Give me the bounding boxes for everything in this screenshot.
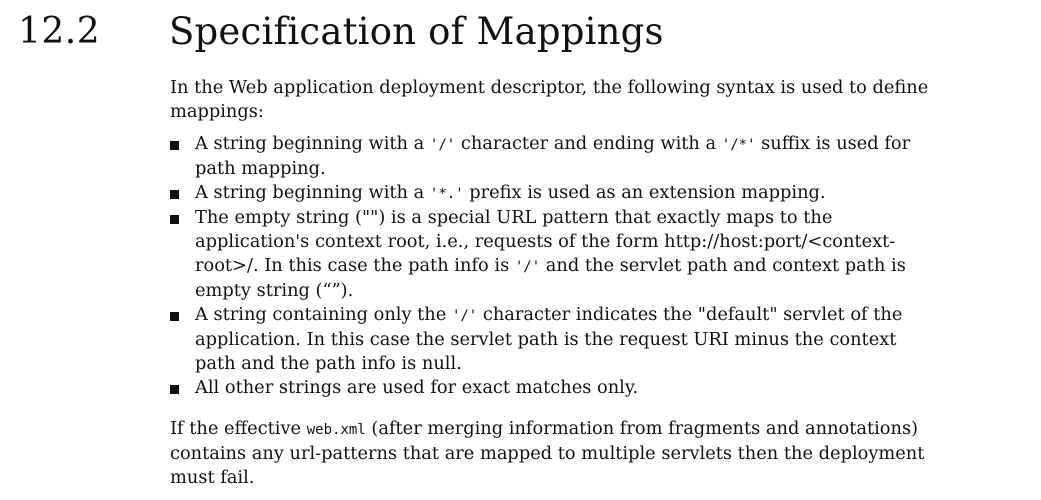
bullet-text: suffix is used for path mapping.	[195, 133, 911, 179]
square-bullet-icon	[170, 190, 179, 199]
square-bullet-icon	[170, 312, 179, 321]
square-bullet-icon	[170, 141, 179, 150]
closing-text: If the effective	[170, 418, 307, 439]
section-body	[170, 76, 940, 490]
section-number: 12.2	[18, 11, 101, 52]
list-item	[170, 206, 940, 303]
bullet-text: prefix is used as an extension mapping.	[463, 182, 826, 203]
inline-code: '*.'	[429, 186, 464, 202]
section-title: Specification of Mappings	[169, 10, 664, 53]
list-item	[170, 181, 940, 206]
bullet-text: The empty string ("") is a special URL pattern that exactly maps to the application's context root, i.e., requests of the form http://host:port/<context-root>/. In this case the path info is	[195, 207, 896, 276]
intro-paragraph: In the Web application deployment descriptor, the following syntax is used to define mappings:	[170, 77, 929, 122]
bullet-text: character indicates the "default" servlet of the application. In this case the servlet path is the request URI minus the context path and the path info is null.	[195, 304, 903, 374]
bullet-text: A string beginning with a	[195, 182, 430, 203]
list-item	[170, 132, 940, 181]
closing-text: (after merging information from fragments and annotations) contains any url-patterns that are mapped to multiple servlets then the deployment must fail.	[170, 418, 925, 488]
list-item	[170, 376, 940, 400]
bullet-text: All other strings are used for exact matches only.	[195, 377, 639, 398]
inline-code: web.xml	[306, 422, 366, 438]
closing-paragraph	[170, 417, 940, 490]
bullet-text: and the servlet path and context path is empty string (“”).	[195, 255, 906, 301]
inline-code: '/'	[514, 259, 541, 275]
inline-code: '/'	[429, 137, 456, 153]
list-item	[170, 303, 940, 376]
bullet-text: A string beginning with a	[195, 133, 430, 154]
square-bullet-icon	[170, 215, 179, 224]
mapping-rules-list	[170, 132, 940, 400]
square-bullet-icon	[170, 385, 179, 394]
bullet-text: A string containing only the	[195, 304, 452, 325]
inline-code: '/'	[451, 308, 478, 324]
bullet-text: character and ending with a	[455, 133, 722, 154]
inline-code: '/*'	[721, 137, 756, 153]
